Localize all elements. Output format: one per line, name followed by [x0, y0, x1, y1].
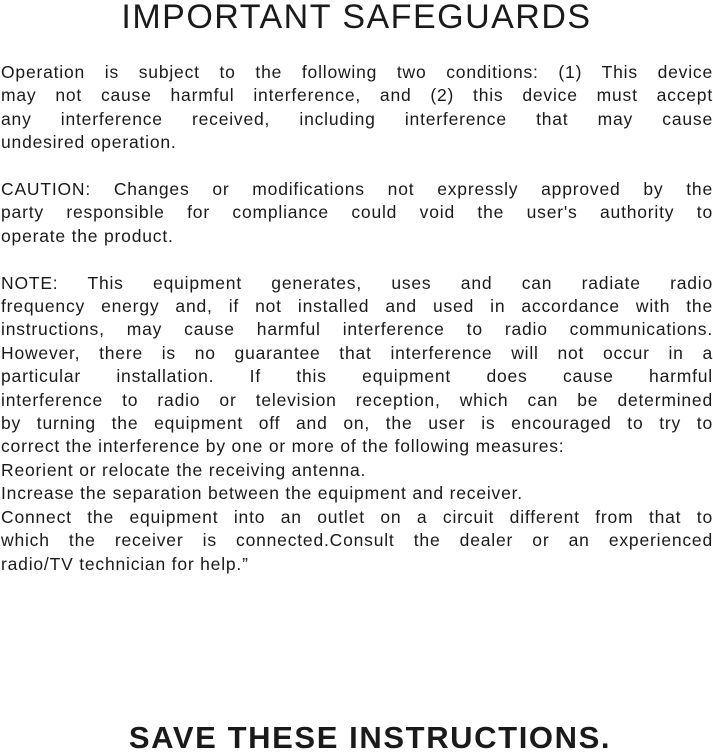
paragraph-line: frequency energy and, if not installed and used in accordance with the — [1, 296, 713, 317]
measure-item: Increase the separation between the equipment and receiver. — [1, 483, 523, 504]
paragraph-line: may not cause harmful interference, and (2) this device must accept — [1, 85, 713, 106]
paragraph-line: any interference received, including interference that may cause — [1, 108, 713, 129]
paragraph-line: operate the product. — [1, 225, 174, 246]
footer-heading: SAVE THESE INSTRUCTIONS. — [128, 720, 612, 755]
paragraph-line: undesired operation. — [1, 132, 177, 153]
page-title: IMPORTANT SAFEGUARDS — [121, 0, 592, 36]
measures-list — [1, 459, 713, 506]
caution-paragraph — [1, 178, 713, 248]
conditions-paragraph — [1, 61, 713, 155]
paragraph-line: Connect the equipment into an outlet on a circuit different from that to — [1, 506, 713, 527]
paragraph-line: radio/TV technician for help.” — [1, 553, 249, 574]
note-paragraph — [1, 272, 713, 459]
document-body — [1, 61, 713, 576]
paragraph-line: by turning the equipment off and on, the user is encouraged to try to — [1, 413, 713, 434]
paragraph-line: particular installation. If this equipment does cause harmful — [1, 366, 713, 387]
paragraph-line: CAUTION: Changes or modifications not expressly approved by the — [1, 179, 713, 200]
paragraph-line: which the receiver is connected.Consult the dealer or an experienced — [1, 530, 713, 551]
paragraph-line: interference to radio or television reception, which can be determined — [1, 389, 713, 410]
measure-item: Reorient or relocate the receiving antenna. — [1, 459, 367, 480]
connect-paragraph — [1, 506, 713, 576]
paragraph-line: correct the interference by one or more of the following measures: — [1, 436, 565, 457]
paragraph-line: NOTE: This equipment generates, uses and can radiate radio — [1, 272, 713, 293]
paragraph-line: However, there is no guarantee that interference will not occur in a — [1, 342, 713, 363]
paragraph-line: party responsible for compliance could void the user's authority to — [1, 202, 713, 223]
paragraph-line: instructions, may cause harmful interference to radio communications. — [1, 319, 713, 340]
paragraph-line: Operation is subject to the following two conditions: (1) This device — [1, 62, 713, 82]
